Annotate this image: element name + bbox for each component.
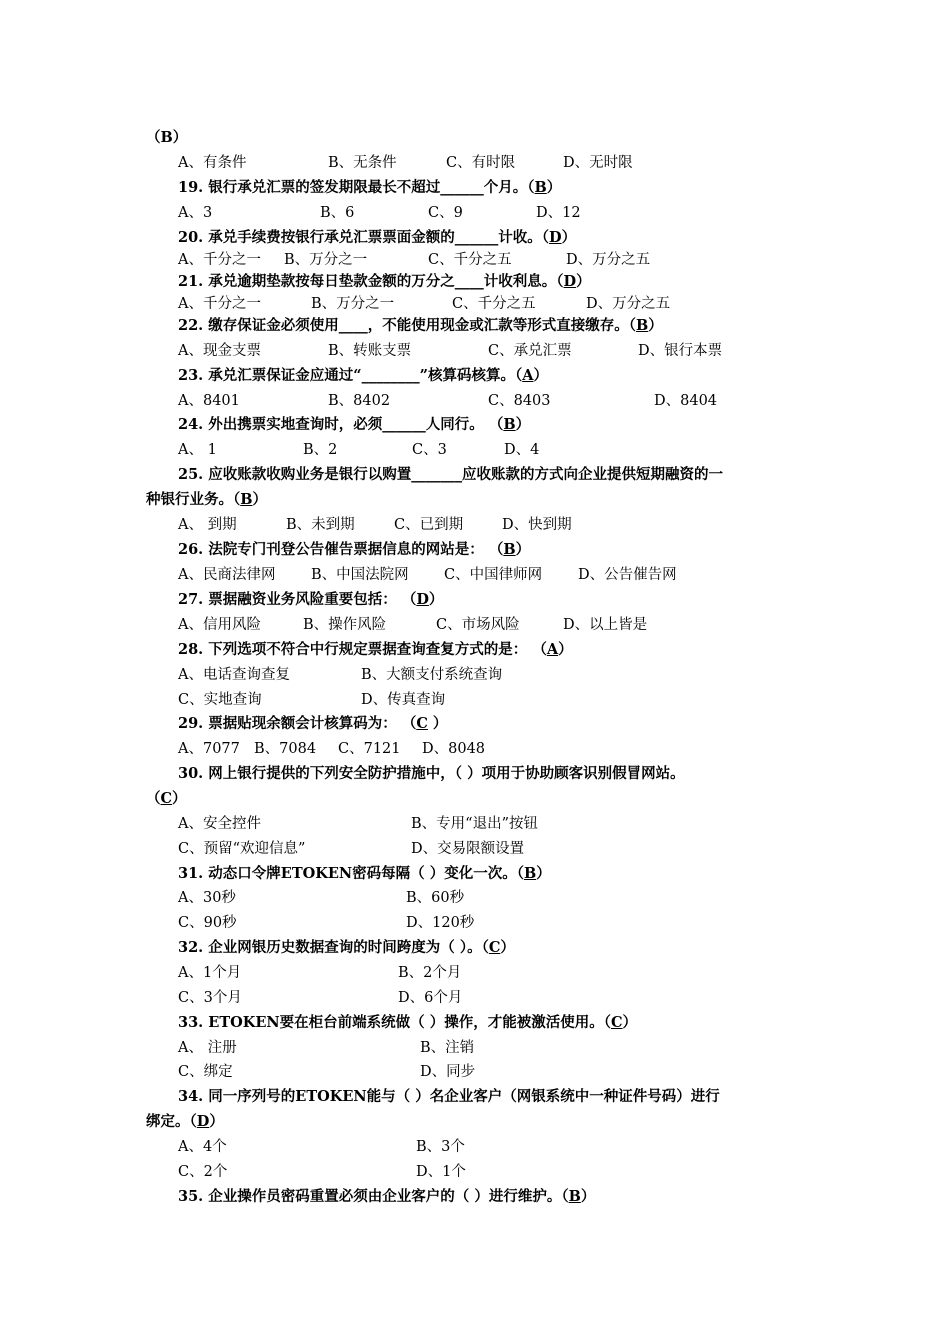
option-b: B、无条件 <box>328 155 397 171</box>
option-d: D、1个 <box>416 1164 466 1180</box>
option-c: C、承兑汇票 <box>488 343 572 359</box>
question-23: 23. 承兑汇票保证金应通过“________”核算码核算。（A） <box>178 367 548 384</box>
option-b: B、操作风险 <box>303 617 387 633</box>
option-d: D、12 <box>536 205 581 221</box>
option-a: A、 到期 <box>178 517 237 533</box>
option-d: D、以上皆是 <box>563 617 648 633</box>
option-c: C、2个 <box>178 1164 228 1180</box>
option-b: B、2个月 <box>398 965 462 981</box>
question-32: 32. 企业网银历史数据查询的时间跨度为（ ）。（C） <box>178 939 515 956</box>
answer-key: B <box>240 491 253 508</box>
option-b: B、7084 <box>254 741 317 757</box>
option-c: C、千分之五 <box>452 296 536 312</box>
option-b: B、8402 <box>328 393 391 409</box>
answer-key: B <box>568 1188 581 1205</box>
question-19: 19. 银行承兑汇票的签发期限最长不超过______个月。（B） <box>178 179 562 196</box>
option-a: A、信用风险 <box>178 617 261 633</box>
option-c: C、3 <box>412 442 447 458</box>
answer-key: C <box>160 790 173 807</box>
option-c: C、市场风险 <box>436 617 520 633</box>
option-a: A、千分之一 <box>178 296 261 312</box>
question-27: 27. 票据融资业务风险重要包括： （D） <box>178 591 444 608</box>
answer-key: C <box>610 1014 623 1031</box>
question-25-continuation: 种银行业务。（B） <box>146 491 268 508</box>
option-c: C、绑定 <box>178 1064 233 1080</box>
option-b: B、转账支票 <box>328 343 412 359</box>
option-c: C、9 <box>428 205 463 221</box>
option-c: C、7121 <box>338 741 401 757</box>
answer-key: D <box>416 591 429 608</box>
answer-key: B <box>503 541 516 558</box>
answer-key: B <box>534 179 547 196</box>
question-33: 33. ETOKEN要在柜台前端系统做（ ）操作，才能被激活使用。（C） <box>178 1014 637 1031</box>
option-b: B、万分之一 <box>284 252 368 268</box>
option-d: D、银行本票 <box>638 343 723 359</box>
option-c: C、千分之五 <box>428 252 512 268</box>
option-a: A、千分之一 <box>178 252 261 268</box>
question-22: 22. 缴存保证金必须使用____，不能使用现金或汇款等形式直接缴存。（B） <box>178 317 663 334</box>
question-31: 31. 动态口令牌ETOKEN密码每隔（ ）变化一次。（B） <box>178 865 551 882</box>
option-b: B、万分之一 <box>311 296 395 312</box>
answer-key: D <box>563 273 577 290</box>
option-d: D、公告催告网 <box>578 567 677 583</box>
option-d: D、8048 <box>422 741 486 757</box>
option-b: B、中国法院网 <box>311 567 409 583</box>
question-26: 26. 法院专门刊登公告催告票据信息的网站是： （B） <box>178 541 531 558</box>
option-d: D、6个月 <box>398 990 463 1006</box>
option-d: D、无时限 <box>563 155 633 171</box>
answer-key: B <box>503 416 516 433</box>
option-a: A、1个月 <box>178 965 242 981</box>
option-b: B、专用“退出”按钮 <box>411 816 538 832</box>
answer-key: C <box>416 715 428 732</box>
question-28: 28. 下列选项不符合中行规定票据查询查复方式的是： （A） <box>178 641 573 658</box>
option-a: A、3 <box>178 205 213 221</box>
question-30-continuation: （C） <box>146 790 187 807</box>
option-b: B、未到期 <box>286 517 355 533</box>
option-c: C、有时限 <box>446 155 516 171</box>
option-d: D、万分之五 <box>566 252 651 268</box>
answer-key: B <box>523 865 537 882</box>
option-c: C、中国律师网 <box>444 567 543 583</box>
option-b: B、60秒 <box>406 890 465 906</box>
answer-key: D <box>196 1113 210 1130</box>
option-a: A、安全控件 <box>178 816 261 832</box>
option-b: B、2 <box>303 442 338 458</box>
option-d: D、同步 <box>420 1064 476 1080</box>
option-d: D、120秒 <box>406 915 475 931</box>
option-d: D、快到期 <box>502 517 572 533</box>
answer-key: C <box>488 939 501 956</box>
option-a: A、 注册 <box>178 1040 237 1056</box>
option-a: A、民商法律网 <box>178 567 276 583</box>
option-a: A、4个 <box>178 1139 227 1155</box>
option-c: C、90秒 <box>178 915 237 931</box>
option-a: A、7077 <box>178 741 240 757</box>
option-b: B、3个 <box>416 1139 465 1155</box>
answer-key: B <box>636 317 649 334</box>
answer-key: A <box>546 641 559 658</box>
option-d: D、8404 <box>654 393 718 409</box>
option-d: D、万分之五 <box>586 296 671 312</box>
answer-key: A <box>522 367 534 384</box>
option-c: C、8403 <box>488 393 551 409</box>
answer-continuation: （B） <box>146 129 188 146</box>
answer-key: D <box>549 229 562 246</box>
question-30: 30. 网上银行提供的下列安全防护措施中，（ ）项用于协助顾客识别假冒网站。 <box>178 765 685 782</box>
option-b: B、6 <box>320 205 355 221</box>
option-a: A、8401 <box>178 393 240 409</box>
option-c: C、3个月 <box>178 990 242 1006</box>
option-d: D、交易限额设置 <box>411 841 525 857</box>
question-25: 25. 应收账款收购业务是银行以购置_______应收账款的方式向企业提供短期融资的一 <box>178 466 724 483</box>
question-20: 20. 承兑手续费按银行承兑汇票票面金额的______计收。（D） <box>178 229 577 246</box>
question-35: 35. 企业操作员密码重置必须由企业客户的（ ）进行维护。（B） <box>178 1188 596 1205</box>
option-b: B、大额支付系统查询 <box>361 667 503 683</box>
option-a: A、30秒 <box>178 890 236 906</box>
question-24: 24. 外出携票实地查询时，必须______人同行。 （B） <box>178 416 531 433</box>
question-34-continuation: 绑定。（D） <box>146 1113 224 1130</box>
option-c: C、预留“欢迎信息” <box>178 841 306 857</box>
option-c: C、已到期 <box>394 517 464 533</box>
option-a: A、 1 <box>178 442 217 458</box>
question-21: 21. 承兑逾期垫款按每日垫款金额的万分之____计收利息。（D） <box>178 273 591 290</box>
question-29: 29. 票据贴现余额会计核算码为： （C ） <box>178 715 448 732</box>
option-d: D、4 <box>504 442 540 458</box>
option-a: A、现金支票 <box>178 343 261 359</box>
option-b: B、注销 <box>420 1040 475 1056</box>
question-34: 34. 同一序列号的ETOKEN能与（ ）名企业客户（网银系统中一种证件号码）进行 <box>178 1088 720 1105</box>
option-a: A、有条件 <box>178 155 247 171</box>
option-c: C、实地查询 <box>178 692 262 708</box>
option-d: D、传真查询 <box>361 692 446 708</box>
option-a: A、电话查询查复 <box>178 667 290 683</box>
